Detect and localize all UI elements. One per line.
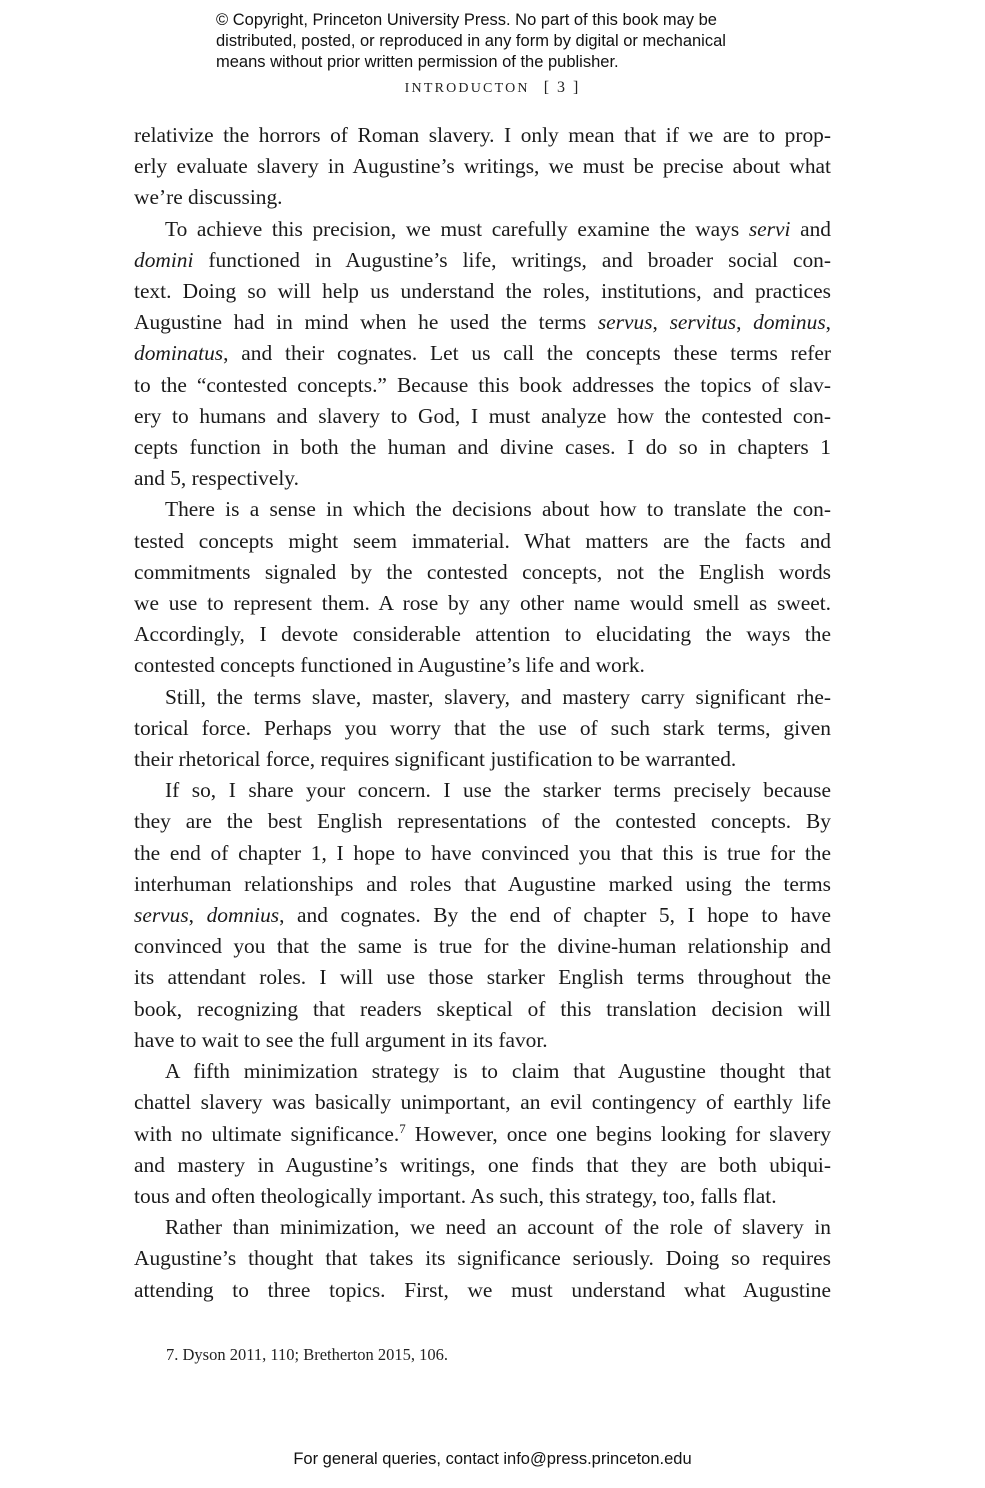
text-line: tested concepts might seem immaterial. What matters are the facts and bbox=[134, 528, 831, 553]
paragraph bbox=[134, 775, 831, 1056]
text-line: Accordingly, I devote considerable attention to elucidating the ways the bbox=[134, 622, 831, 647]
text-line: we’re discussing. bbox=[134, 185, 283, 210]
text-line: with no ultimate significance.$^7$ However, once one begins looking for slavery bbox=[134, 1120, 831, 1146]
text-line: interhuman relationships and roles that Augustine marked using the terms bbox=[134, 871, 831, 896]
text-line: text. Doing so will help us understand the roles, institutions, and practices bbox=[134, 279, 831, 304]
footer-contact: For general queries, contact info@press.princeton.edu bbox=[293, 1450, 692, 1468]
text-line: tous and often theologically important. As such, this strategy, too, falls flat. bbox=[134, 1183, 777, 1208]
text-line: commitments signaled by the contested concepts, not the English words bbox=[134, 559, 831, 584]
paragraph bbox=[134, 494, 831, 681]
running-head bbox=[0, 79, 985, 97]
paragraph bbox=[134, 1056, 831, 1212]
text-line: Augustine’s thought that takes its significance seriously. Doing so requires bbox=[134, 1246, 831, 1271]
text-line: have to wait to see the full argument in its favor. bbox=[134, 1027, 548, 1052]
paragraph bbox=[134, 1212, 831, 1306]
text-line: There is a sense in which the decisions about how to translate the con- bbox=[165, 497, 831, 522]
text-line: convinced you that the same is true for the divine-human relationship and bbox=[134, 934, 831, 959]
text-line: attending to three topics. First, we must understand what Augustine bbox=[134, 1277, 831, 1302]
text-line: book, recognizing that readers skeptical of this translation decision will bbox=[134, 996, 831, 1021]
body-text bbox=[134, 120, 831, 1306]
text-line: Still, the terms slave, master, slavery, and mastery carry significant rhe- bbox=[165, 684, 831, 709]
text-line: Augustine had in mind when he used the terms servus, servitus, dominus, bbox=[134, 310, 831, 335]
text-line: To achieve this precision, we must carefully examine the ways servi and bbox=[165, 216, 831, 241]
page-number: [ 3 ] bbox=[543, 79, 581, 96]
text-line: erly evaluate slavery in Augustine’s writings, we must be precise about what bbox=[134, 154, 831, 179]
text-line: dominatus, and their cognates. Let us call the concepts these terms refer bbox=[134, 341, 831, 366]
paragraph bbox=[134, 682, 831, 776]
paragraph bbox=[134, 214, 831, 495]
text-line: torical force. Perhaps you worry that the use of such stark terms, given bbox=[134, 715, 831, 740]
footnote: 7. Dyson 2011, 110; Bretherton 2015, 106. bbox=[166, 1345, 449, 1364]
text-line: their rhetorical force, requires significant justification to be warranted. bbox=[134, 747, 737, 772]
text-line: If so, I share your concern. I use the starker terms precisely because bbox=[165, 778, 831, 803]
text-line: and 5, respectively. bbox=[134, 466, 299, 491]
text-line: and mastery in Augustine’s writings, one finds that they are both ubiqui- bbox=[134, 1152, 831, 1177]
copyright-line: © Copyright, Princeton University Press. No part of this book may be bbox=[216, 11, 717, 29]
text-line: ery to humans and slavery to God, I must analyze how the contested con- bbox=[134, 403, 831, 428]
copyright-line: distributed, posted, or reproduced in any form by digital or mechanical bbox=[216, 32, 726, 50]
text-line: they are the best English representations of the contested concepts. By bbox=[134, 809, 831, 834]
text-line: domini functioned in Augustine’s life, writings, and broader social con- bbox=[134, 247, 831, 272]
text-line: contested concepts functioned in Augustine’s life and work. bbox=[134, 653, 645, 678]
text-line: cepts function in both the human and divine cases. I do so in chapters 1 bbox=[134, 435, 831, 460]
paragraph bbox=[134, 120, 831, 214]
chapter-title: INTRODUCTON bbox=[404, 81, 530, 96]
text-line: servus, domnius, and cognates. By the end of chapter 5, I hope to have bbox=[134, 903, 831, 928]
text-line: we use to represent them. A rose by any other name would smell as sweet. bbox=[134, 591, 831, 616]
copyright-line: means without prior written permission of the publisher. bbox=[216, 53, 619, 71]
text-line: A fifth minimization strategy is to claim that Augustine thought that bbox=[165, 1059, 831, 1084]
text-line: its attendant roles. I will use those starker English terms throughout the bbox=[134, 965, 831, 990]
text-line: relativize the horrors of Roman slavery. I only mean that if we are to prop- bbox=[134, 123, 831, 147]
text-line: Rather than minimization, we need an account of the role of slavery in bbox=[165, 1215, 831, 1240]
text-line: to the “contested concepts.” Because this book addresses the topics of slav- bbox=[134, 372, 831, 397]
text-line: the end of chapter 1, I hope to have convinced you that this is true for the bbox=[134, 840, 831, 865]
copyright-notice bbox=[216, 10, 816, 73]
text-line: chattel slavery was basically unimportant, an evil contingency of earthly life bbox=[134, 1090, 831, 1115]
